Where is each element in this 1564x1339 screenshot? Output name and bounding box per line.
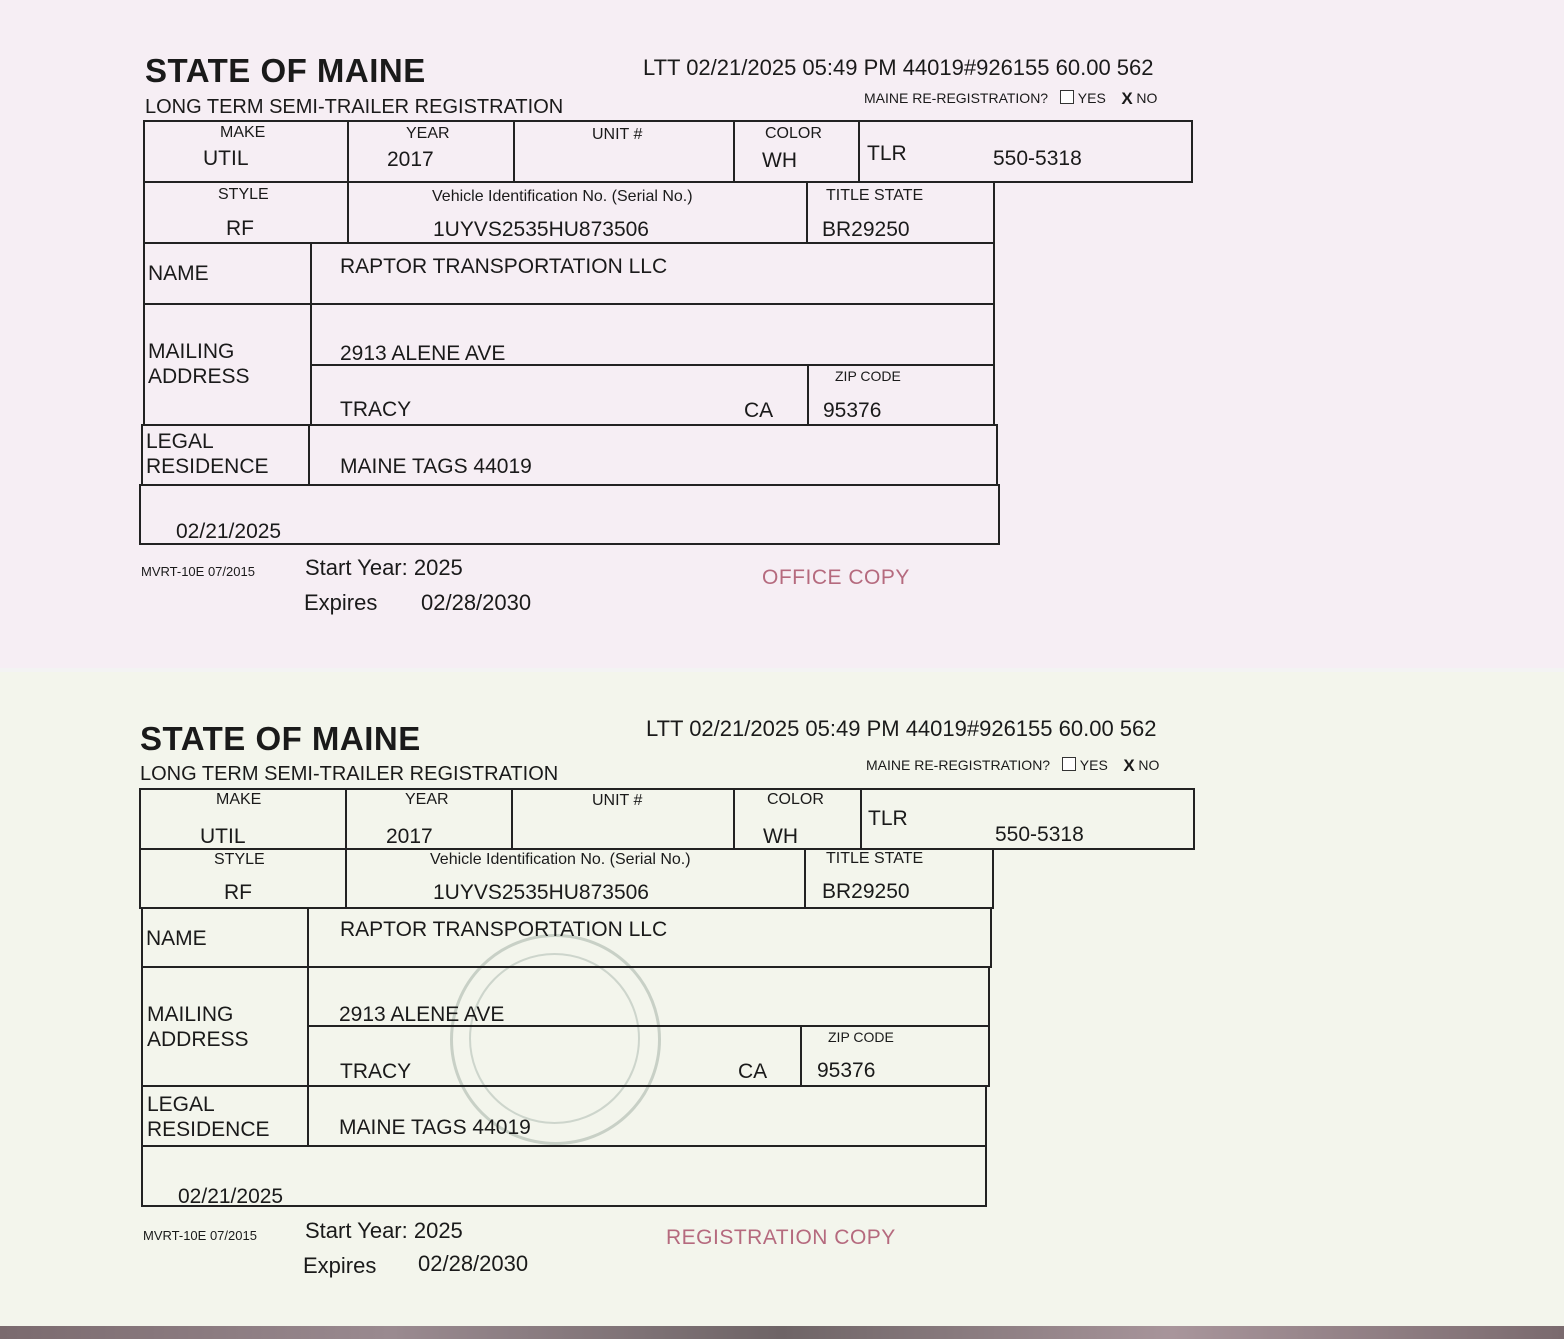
zip-label: ZIP CODE — [828, 1029, 894, 1045]
mailing-label-line1: MAILING — [148, 340, 235, 363]
mailing-label — [147, 1002, 249, 1052]
no-checkbox-checked[interactable]: X — [1121, 89, 1133, 108]
divider — [860, 788, 862, 850]
divider — [513, 120, 515, 183]
style-label: STYLE — [218, 186, 269, 203]
plate-number-value: 550-5318 — [993, 147, 1082, 170]
year-value: 2017 — [386, 825, 433, 848]
form-subtitle: LONG TERM SEMI-TRAILER REGISTRATION — [140, 763, 559, 785]
legal-residence-label — [146, 429, 269, 479]
zip-value: 95376 — [823, 399, 882, 422]
state-value: CA — [744, 399, 774, 422]
year-label: YEAR — [406, 125, 450, 142]
vin-label: Vehicle Identification No. (Serial No.) — [430, 851, 691, 868]
style-value: RF — [226, 217, 254, 240]
validation-stamp: LTT 02/21/2025 05:49 PM 44019#926155 60.00 562 — [643, 55, 1154, 80]
unit-label: UNIT # — [592, 126, 643, 143]
title-state-value: BR29250 — [822, 880, 910, 903]
mailing-label-line2: ADDRESS — [148, 365, 250, 388]
reregistration-question: MAINE RE-REGISTRATION? — [864, 90, 1049, 106]
mailing-label-line1: MAILING — [147, 1003, 234, 1026]
desk-surface-edge — [0, 1326, 1564, 1339]
yes-label: YES — [1077, 90, 1106, 106]
divider — [307, 1085, 309, 1147]
title-state-label: TITLE STATE — [826, 187, 924, 204]
zip-label: ZIP CODE — [835, 368, 901, 384]
form-number: MVRT-10E 07/2015 — [141, 564, 255, 579]
make-value: UTIL — [203, 147, 249, 170]
style-label: STYLE — [214, 851, 265, 868]
year-label: YEAR — [405, 791, 449, 808]
divider — [307, 907, 309, 968]
legal-label-line1: LEGAL — [147, 1093, 215, 1116]
registration-copy-label: REGISTRATION COPY — [666, 1226, 896, 1249]
street-value: 2913 ALENE AVE — [340, 342, 506, 365]
unit-label: UNIT # — [592, 792, 643, 809]
mailing-label-line2: ADDRESS — [147, 1028, 249, 1051]
vin-value: 1UYVS2535HU873506 — [433, 218, 649, 241]
office-copy-sheet — [0, 0, 1564, 668]
city-value: TRACY — [340, 1060, 412, 1083]
name-value: RAPTOR TRANSPORTATION LLC — [340, 255, 668, 278]
divider — [308, 424, 310, 486]
divider — [511, 788, 513, 850]
city-value: TRACY — [340, 398, 412, 421]
legal-residence-value: MAINE TAGS 44019 — [339, 1116, 531, 1139]
zip-value: 95376 — [817, 1059, 876, 1082]
form-title: STATE OF MAINE — [140, 720, 421, 757]
divider — [347, 181, 349, 244]
divider — [800, 1025, 802, 1087]
vin-value: 1UYVS2535HU873506 — [433, 881, 649, 904]
divider — [807, 364, 809, 426]
reregistration-question: MAINE RE-REGISTRATION? — [866, 757, 1051, 773]
make-label: MAKE — [220, 124, 266, 141]
divider — [310, 242, 312, 305]
make-value: UTIL — [200, 825, 246, 848]
expires-date: 02/28/2030 — [418, 1251, 529, 1276]
name-value: RAPTOR TRANSPORTATION LLC — [340, 918, 668, 941]
form-subtitle: LONG TERM SEMI-TRAILER REGISTRATION — [145, 96, 564, 118]
start-year: Start Year: 2025 — [305, 555, 463, 580]
plate-type-value: TLR — [867, 142, 907, 165]
divider — [733, 788, 735, 850]
yes-checkbox[interactable] — [1062, 757, 1076, 771]
year-value: 2017 — [387, 148, 434, 171]
divider — [858, 120, 860, 183]
name-label: NAME — [146, 927, 207, 950]
divider — [347, 120, 349, 183]
state-value: CA — [738, 1060, 768, 1083]
color-value: WH — [763, 825, 798, 848]
yes-checkbox[interactable] — [1060, 90, 1074, 104]
color-value: WH — [762, 149, 797, 172]
divider — [345, 788, 347, 850]
plate-number-value: 550-5318 — [995, 823, 1084, 846]
divider — [806, 181, 808, 244]
validation-stamp: LTT 02/21/2025 05:49 PM 44019#926155 60.00 562 — [646, 716, 1157, 741]
form-title: STATE OF MAINE — [145, 52, 426, 89]
legal-residence-value: MAINE TAGS 44019 — [340, 455, 532, 478]
style-value: RF — [224, 881, 252, 904]
office-copy-label: OFFICE COPY — [762, 566, 910, 589]
title-state-label: TITLE STATE — [826, 850, 924, 867]
color-label: COLOR — [767, 791, 824, 808]
yes-label: YES — [1079, 757, 1108, 773]
no-label: NO — [1136, 90, 1158, 106]
date-value: 02/21/2025 — [178, 1185, 284, 1208]
no-label: NO — [1138, 757, 1160, 773]
legal-label-line1: LEGAL — [146, 430, 214, 453]
street-value: 2913 ALENE AVE — [339, 1003, 505, 1026]
date-value: 02/21/2025 — [176, 520, 282, 543]
start-year: Start Year: 2025 — [305, 1218, 463, 1243]
reregistration-row — [866, 757, 1159, 773]
divider — [733, 120, 735, 183]
row-legal-residence — [141, 424, 998, 486]
legal-label-line2: RESIDENCE — [147, 1118, 270, 1141]
name-label: NAME — [148, 262, 209, 285]
expires-label: Expires — [304, 590, 378, 615]
expires-date: 02/28/2030 — [421, 590, 532, 615]
mailing-label — [148, 339, 250, 389]
color-label: COLOR — [765, 125, 822, 142]
make-label: MAKE — [216, 791, 262, 808]
divider — [345, 848, 347, 909]
plate-type-value: TLR — [868, 807, 908, 830]
registration-copy-sheet — [0, 672, 1564, 1328]
legal-label-line2: RESIDENCE — [146, 455, 269, 478]
legal-residence-label — [147, 1092, 270, 1142]
no-checkbox-checked[interactable]: X — [1123, 756, 1135, 775]
divider — [804, 848, 806, 909]
vin-label: Vehicle Identification No. (Serial No.) — [432, 188, 693, 205]
reregistration-row — [864, 90, 1157, 106]
title-state-value: BR29250 — [822, 218, 910, 241]
expires-label: Expires — [303, 1253, 377, 1278]
form-number: MVRT-10E 07/2015 — [143, 1228, 257, 1243]
